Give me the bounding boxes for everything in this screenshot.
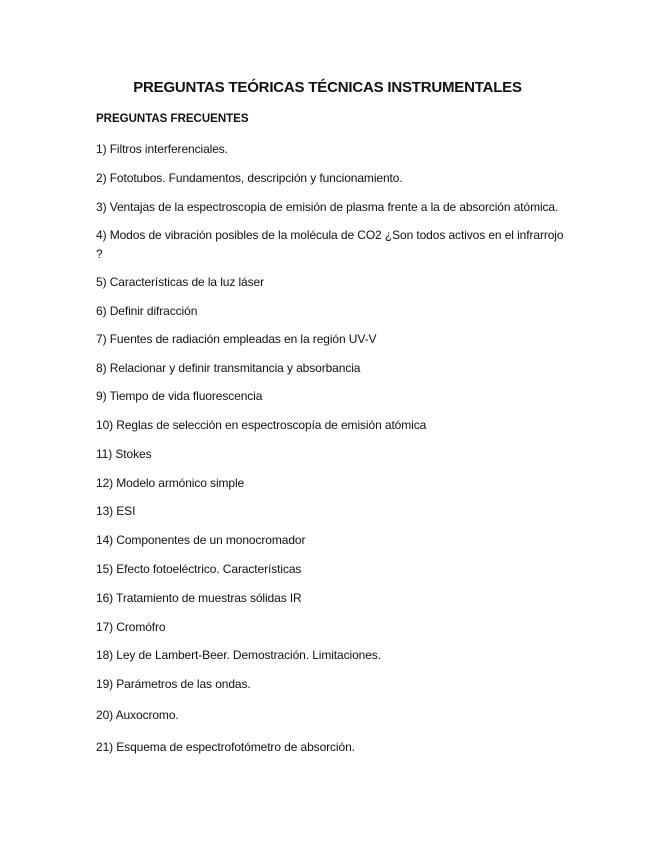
question-item: 6) Definir difracción (96, 304, 198, 318)
question-item: 10) Reglas de selección en espectroscopía de emisión atómica (96, 418, 427, 432)
question-item: 18) Ley de Lambert-Beer. Demostración. Limitaciones. (96, 648, 381, 662)
question-item: 1) Filtros interferenciales. (96, 142, 228, 156)
question-item: 9) Tiempo de vida fluorescencia (96, 389, 263, 403)
question-item: 13) ESI (96, 504, 136, 518)
question-item: 5) Características de la luz láser (96, 275, 264, 289)
question-item: 2) Fototubos. Fundamentos, descripción y funcionamiento. (96, 171, 403, 185)
section-heading: PREGUNTAS FRECUENTES (96, 113, 249, 125)
question-item: 7) Fuentes de radiación empleadas en la región UV-V (96, 332, 377, 346)
question-item: 21) Esquema de espectrofotómetro de absorción. (96, 740, 355, 754)
question-item: 16) Tratamiento de muestras sólidas IR (96, 591, 302, 605)
question-item: 19) Parámetros de las ondas. (96, 677, 251, 691)
question-item: 8) Relacionar y definir transmitancia y absorbancia (96, 361, 361, 375)
question-item: 4) Modos de vibración posibles de la molécula de CO2 ¿Son todos activos en el infrarrojo ? (96, 228, 564, 261)
page-title: PREGUNTAS TEÓRICAS TÉCNICAS INSTRUMENTALES (133, 79, 522, 96)
question-item: 15) Efecto fotoeléctrico. Características (96, 562, 302, 576)
question-item: 11) Stokes (96, 447, 152, 461)
question-item: 12) Modelo armónico simple (96, 476, 245, 490)
question-item: 14) Componentes de un monocromador (96, 533, 306, 547)
question-item: 17) Cromófro (96, 620, 166, 634)
question-item: 20) Auxocromo. (96, 708, 179, 722)
question-item: 3) Ventajas de la espectroscopia de emisión de plasma frente a la de absorción atómica. (96, 200, 559, 214)
